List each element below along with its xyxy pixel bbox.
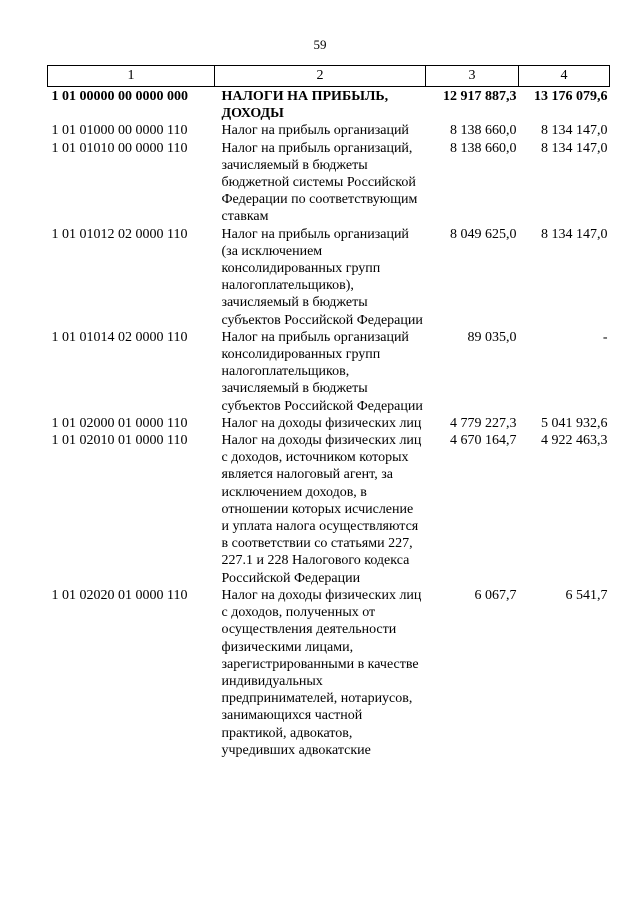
table-row bbox=[48, 432, 610, 587]
row-value-col3: 6 067,7 bbox=[474, 587, 517, 603]
row-value-col4: 8 134 147,0 bbox=[541, 123, 608, 139]
row-code: 1 01 01012 02 0000 110 bbox=[51, 226, 188, 242]
row-code: 1 01 02000 01 0000 110 bbox=[51, 415, 188, 431]
table-header bbox=[48, 66, 610, 87]
row-value-col4: - bbox=[602, 329, 608, 345]
row-value-col3: 4 670 164,7 bbox=[450, 433, 517, 449]
table-row bbox=[48, 87, 610, 123]
table-row bbox=[48, 329, 610, 415]
row-value-col4: 13 176 079,6 bbox=[534, 89, 608, 104]
row-code: 1 01 02020 01 0000 110 bbox=[51, 587, 188, 603]
table-row bbox=[48, 122, 610, 139]
header-col-1: 1 bbox=[48, 66, 215, 87]
row-name: Налог на доходы физических лиц bbox=[221, 415, 422, 431]
header-row bbox=[48, 66, 610, 87]
row-code: 1 01 01000 00 0000 110 bbox=[51, 123, 188, 139]
row-value-col4: 8 134 147,0 bbox=[541, 226, 608, 242]
row-value-col3: 12 917 887,3 bbox=[443, 89, 517, 104]
row-value-col4: 8 134 147,0 bbox=[541, 140, 608, 156]
header-col-4: 4 bbox=[519, 66, 610, 87]
row-value-col4: 6 541,7 bbox=[565, 587, 608, 603]
row-name: Налог на прибыль организаций консолидированных групп налогоплательщиков, зачисляемый в бюджеты субъектов Российской Федерации bbox=[221, 329, 423, 414]
table-row bbox=[48, 587, 610, 759]
page-number: 59 bbox=[313, 37, 327, 52]
table-row bbox=[48, 226, 610, 329]
row-name: НАЛОГИ НА ПРИБЫЛЬ, ДОХОДЫ bbox=[221, 89, 389, 122]
row-code: 1 01 00000 00 0000 000 bbox=[51, 89, 188, 104]
budget-table bbox=[47, 65, 610, 759]
header-col-3: 3 bbox=[426, 66, 519, 87]
row-value-col3: 8 049 625,0 bbox=[450, 226, 517, 242]
table-row bbox=[48, 140, 610, 226]
row-value-col4: 5 041 932,6 bbox=[541, 415, 608, 431]
row-name: Налог на доходы физических лиц с доходов, источником которых является налоговый агент, за исключением доходов, в отношении которых исчисление и уплата налога осуществляются в соответствии со статьями 227, 227.1 и 228 Налогового кодекса Российской Федерации bbox=[221, 433, 422, 586]
row-value-col3: 4 779 227,3 bbox=[450, 415, 517, 431]
row-code: 1 01 02010 01 0000 110 bbox=[51, 433, 188, 449]
row-name: Налог на прибыль организаций (за исключением консолидированных групп налогоплательщиков), зачисляемый в бюджеты субъектов Российской Федерации bbox=[221, 226, 423, 328]
row-value-col3: 89 035,0 bbox=[467, 329, 517, 345]
row-code: 1 01 01014 02 0000 110 bbox=[51, 329, 188, 345]
row-name: Налог на доходы физических лиц с доходов, полученных от осуществления деятельности физическими лицами, зарегистрированными в качестве индивидуальных предпринимателей, нотариусов, занимающихся частной практикой, адвокатов, учредивших адвокатские bbox=[221, 587, 422, 758]
header-col-2: 2 bbox=[215, 66, 426, 87]
row-value-col3: 8 138 660,0 bbox=[450, 123, 517, 139]
row-name: Налог на прибыль организаций, зачисляемый в бюджеты бюджетной системы Российской Федерации по соответствующим ставкам bbox=[221, 140, 418, 225]
row-value-col4: 4 922 463,3 bbox=[541, 433, 608, 449]
row-value-col3: 8 138 660,0 bbox=[450, 140, 517, 156]
table-row bbox=[48, 415, 610, 432]
row-name: Налог на прибыль организаций bbox=[221, 123, 409, 139]
table-body bbox=[48, 87, 610, 759]
row-code: 1 01 01010 00 0000 110 bbox=[51, 140, 188, 156]
